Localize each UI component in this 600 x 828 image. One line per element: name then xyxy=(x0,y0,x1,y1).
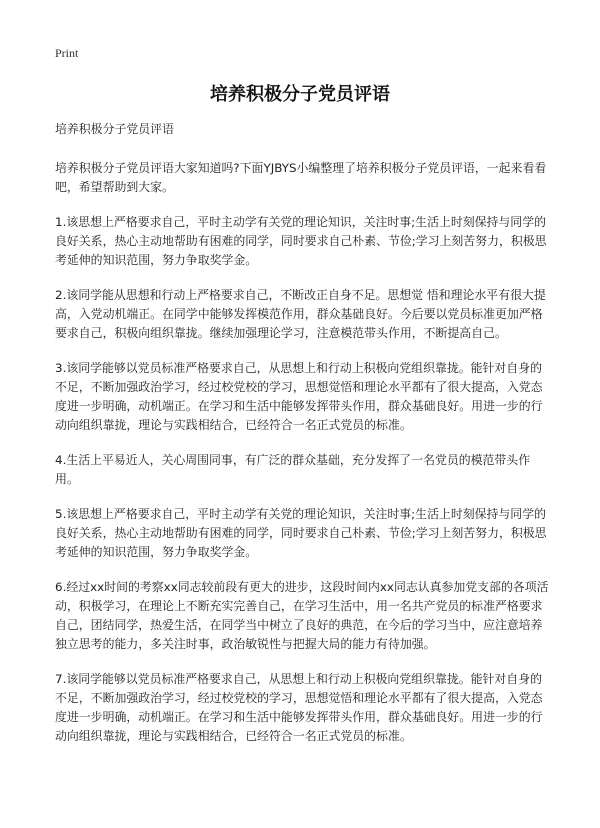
print-link[interactable]: Print xyxy=(55,46,79,60)
comment-paragraph-1: 1.该思想上严格要求自己，平时主动学有关党的理论知识，关注时事;生活上时刻保持与同学的良好关系，热心主动地帮助有困难的同学，同时要求自己朴素、节俭;学习上刻苦努力，积极思考延伸的知识范围，努力争取奖学金。 xyxy=(55,215,547,267)
page-title: 培养积极分子党员评语 xyxy=(210,84,390,105)
comment-paragraph-5: 5.该思想上严格要求自己，平时主动学有关党的理论知识，关注时事;生活上时刻保持与同学的良好关系，热心主动地帮助有困难的同学，同时要求自己朴素、节俭;学习上刻苦努力，积极思考延伸的知识范围，努力争取奖学金。 xyxy=(55,507,547,559)
comment-paragraph-4: 4.生活上平易近人，关心周围同事，有广泛的群众基础，充分发挥了一名党员的模范带头作用。 xyxy=(55,453,531,486)
comment-paragraph-3: 3.该同学能够以党员标准严格要求自己，从思想上和行动上积极向党组织靠拢。能针对自身的不足，不断加强政治学习，经过校党校的学习，思想觉悟和理论水平都有了很大提高，入党态度进一步明确，动机端正。在学习和生活中能够发挥带头作用，群众基础良好。用进一步的行动向组织靠拢，理论与实践相结合，已经符合一名正式党员的标准。 xyxy=(55,361,543,432)
comment-paragraph-6: 6.经过xx时间的考察xx同志较前段有更大的进步，这段时间内xx同志认真参加党支部的各项活动，积极学习，在理论上不断充实完善自己，在学习生活中，用一名共产党员的标准严格要求自己，团结同学，热爱生活，在同学当中树立了良好的典范，在今后的学习当中，应注意培养独立思考的能力，多关注时事，政治敏锐性与把握大局的能力有待加强。 xyxy=(55,580,549,651)
article-subtitle: 培养积极分子党员评语 xyxy=(55,122,174,136)
article-body xyxy=(55,120,550,762)
intro-paragraph: 培养积极分子党员评语大家知道吗?下面YJBYS小编整理了培养积极分子党员评语，一起来看看吧，希望帮助到大家。 xyxy=(55,161,547,194)
comment-paragraph-7: 7.该同学能够以党员标准严格要求自己，从思想上和行动上积极向党组织靠拢。能针对自身的不足，不断加强政治学习，经过校党校的学习，思想觉悟和理论水平都有了很大提高，入党态度进一步明确，动机端正。在学习和生活中能够发挥带头作用，群众基础良好。用进一步的行动向组织靠拢，理论与实践相结合，已经符合一名正式党员的标准。 xyxy=(55,672,543,743)
comment-paragraph-2: 2.该同学能从思想和行动上严格要求自己，不断改正自身不足。思想觉 悟和理论水平有很大提高，入党动机端正。在同学中能够发挥模范作用，群众基础良好。今后要以党员标准更加严格要求自己，积极向组织靠拢。继续加强理论学习，注意模范带头作用，不断提高自己。 xyxy=(55,288,546,340)
